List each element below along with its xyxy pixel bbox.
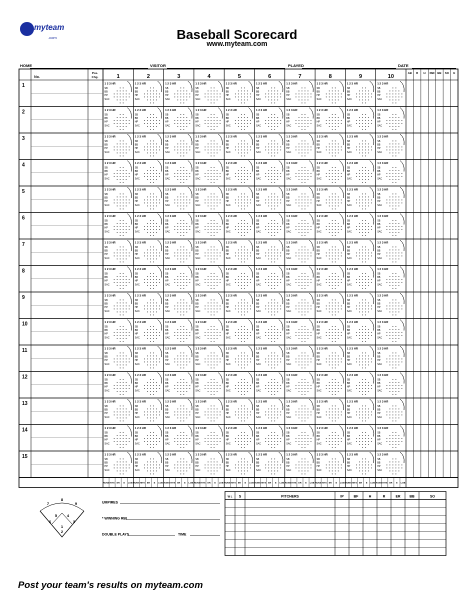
inning-cell-12-6[interactable] <box>255 372 285 399</box>
logo-text: myteam <box>34 23 65 32</box>
inning-cell-8-1[interactable] <box>103 266 133 293</box>
inning-cell-6-3[interactable] <box>164 213 194 240</box>
position-number-2: 2 <box>60 529 64 534</box>
inning-cell-15-2[interactable] <box>133 451 163 478</box>
player-name-cell-5[interactable] <box>31 186 88 213</box>
inning-cell-13-6[interactable] <box>255 398 285 425</box>
inning-cell-6-5[interactable] <box>224 213 254 240</box>
total-header-e: E <box>453 71 456 75</box>
inning-cell-11-7[interactable] <box>285 345 315 372</box>
inning-cell-9-10[interactable] <box>376 292 406 319</box>
summary-lob: LOB <box>309 482 315 485</box>
inning-cell-9-9[interactable] <box>345 292 375 319</box>
row-number-3: 3 <box>22 136 25 142</box>
inning-cell-5-5[interactable] <box>224 186 254 213</box>
pos-header: Pos. <box>91 71 99 75</box>
date-label: DATE <box>398 63 409 68</box>
inning-cell-5-9[interactable] <box>345 186 375 213</box>
summary-runs: RUNS <box>133 482 140 485</box>
row-number-10: 10 <box>22 321 28 328</box>
player-name-cell-10[interactable] <box>31 319 88 346</box>
inning-header-2: 2 <box>146 74 150 80</box>
summary-runs: RUNS <box>284 482 291 485</box>
inning-cell-2-7[interactable] <box>285 107 315 134</box>
summary-lob: LOB <box>279 482 285 485</box>
inning-cell-7-8[interactable] <box>315 239 345 266</box>
inning-cell-8-9[interactable] <box>345 266 375 293</box>
player-name-cell-13[interactable] <box>31 398 88 425</box>
total-header-so: SO <box>444 71 449 75</box>
inning-cell-4-10[interactable] <box>376 160 406 187</box>
summary-hits: HITS <box>170 482 176 485</box>
pitchers-header-9: SO <box>429 494 436 499</box>
inning-cell-14-5[interactable] <box>224 425 254 452</box>
position-number-6: 6 <box>48 519 52 524</box>
inning-cell-14-2[interactable] <box>133 425 163 452</box>
summary-lob: LOB <box>218 482 224 485</box>
inning-cell-4-2[interactable] <box>133 160 163 187</box>
inning-cell-5-8[interactable] <box>315 186 345 213</box>
position-number-3: 3 <box>72 519 76 524</box>
inning-cell-2-10[interactable] <box>376 107 406 134</box>
inning-cell-11-3[interactable] <box>164 345 194 372</box>
inning-cell-9-7[interactable] <box>285 292 315 319</box>
inning-cell-13-7[interactable] <box>285 398 315 425</box>
inning-cell-5-3[interactable] <box>164 186 194 213</box>
inning-cell-13-8[interactable] <box>315 398 345 425</box>
inning-cell-7-7[interactable] <box>285 239 315 266</box>
inning-cell-8-10[interactable] <box>376 266 406 293</box>
inning-cell-3-6[interactable] <box>255 133 285 160</box>
inning-cell-6-6[interactable] <box>255 213 285 240</box>
inning-cell-7-3[interactable] <box>164 239 194 266</box>
inning-cell-3-7[interactable] <box>285 133 315 160</box>
inning-header-6: 6 <box>268 74 272 80</box>
summary-e: E <box>214 482 216 485</box>
inning-cell-2-5[interactable] <box>224 107 254 134</box>
inning-header-1: 1 <box>116 74 120 80</box>
summary-hits: HITS <box>200 482 206 485</box>
summary-runs: RUNS <box>315 482 322 485</box>
summary-lob: LOB <box>370 482 375 485</box>
inning-cell-9-6[interactable] <box>255 292 285 319</box>
inning-header-5: 5 <box>237 74 241 80</box>
player-name-cell-9[interactable] <box>31 292 88 319</box>
inning-cell-14-3[interactable] <box>164 425 194 452</box>
player-name-cell-12[interactable] <box>31 372 88 399</box>
inning-cell-5-2[interactable] <box>133 186 163 213</box>
inning-cell-5-10[interactable] <box>376 186 406 213</box>
inning-cell-6-4[interactable] <box>194 213 224 240</box>
inning-cell-11-1[interactable] <box>103 345 133 372</box>
inning-cell-6-8[interactable] <box>315 213 345 240</box>
summary-hits: HITS <box>321 482 327 485</box>
inning-cell-9-1[interactable] <box>103 292 133 319</box>
inning-cell-10-7[interactable] <box>285 319 315 346</box>
inning-cell-1-1[interactable] <box>103 80 133 107</box>
inning-cell-14-1[interactable] <box>103 425 133 452</box>
inning-cell-12-10[interactable] <box>376 372 406 399</box>
inning-cell-15-9[interactable] <box>345 451 375 478</box>
logo-sub: .com <box>48 35 57 40</box>
summary-er: ER <box>328 482 332 485</box>
inning-cell-1-8[interactable] <box>315 80 345 107</box>
inning-cell-11-2[interactable] <box>133 345 163 372</box>
inning-cell-15-7[interactable] <box>285 451 315 478</box>
inning-cell-14-7[interactable] <box>285 425 315 452</box>
inning-cell-2-9[interactable] <box>345 107 375 134</box>
inning-cell-6-10[interactable] <box>376 213 406 240</box>
summary-runs: RUNS <box>254 482 261 485</box>
position-number-8: 8 <box>60 497 64 502</box>
inning-cell-14-4[interactable] <box>194 425 224 452</box>
inning-cell-8-2[interactable] <box>133 266 163 293</box>
inning-cell-8-3[interactable] <box>164 266 194 293</box>
inning-cell-8-5[interactable] <box>224 266 254 293</box>
summary-runs: RUNS <box>224 482 231 485</box>
summary-runs: RUNS <box>375 482 382 485</box>
row-number-2: 2 <box>22 109 25 116</box>
summary-lob: LOB <box>249 482 254 485</box>
inning-cell-12-7[interactable] <box>285 372 315 399</box>
pitchers-header-0: W L <box>227 495 233 499</box>
inning-header-4: 4 <box>207 74 211 80</box>
inning-cell-3-1[interactable] <box>103 133 133 160</box>
inning-cell-1-6[interactable] <box>255 80 285 107</box>
pitchers-header-7: ER <box>395 494 401 499</box>
inning-cell-4-6[interactable] <box>255 160 285 187</box>
inning-cell-13-10[interactable] <box>376 398 406 425</box>
double-plays-label: DOUBLE PLAYS <box>102 532 130 537</box>
summary-er: ER <box>177 482 181 485</box>
summary-e: E <box>365 482 368 485</box>
inning-cell-13-1[interactable] <box>103 398 133 425</box>
summary-er: ER <box>389 482 393 485</box>
summary-hits: HITS <box>261 482 267 485</box>
summary-er: ER <box>237 482 241 485</box>
inning-cell-7-6[interactable] <box>255 239 285 266</box>
inning-cell-3-10[interactable] <box>376 133 406 160</box>
inning-cell-14-8[interactable] <box>315 425 345 452</box>
pitchers-header-8: BB <box>409 494 415 499</box>
page-url: www.myteam.com <box>206 41 268 48</box>
inning-cell-10-10[interactable] <box>376 319 406 346</box>
row-number-6: 6 <box>22 215 25 222</box>
row-number-1: 1 <box>22 83 25 89</box>
inning-cell-10-4[interactable] <box>194 319 224 346</box>
inning-cell-2-6[interactable] <box>255 107 285 134</box>
inning-cell-12-2[interactable] <box>133 372 163 399</box>
inning-cell-4-8[interactable] <box>315 160 345 187</box>
row-number-4: 4 <box>22 162 25 169</box>
inning-cell-13-4[interactable] <box>194 398 224 425</box>
row-number-5: 5 <box>22 189 25 195</box>
pitchers-header-3: IP <box>340 494 344 499</box>
player-name-cell-1[interactable] <box>31 80 88 107</box>
inning-cell-15-8[interactable] <box>315 451 345 478</box>
inning-cell-9-2[interactable] <box>133 292 163 319</box>
inning-cell-4-9[interactable] <box>345 160 375 187</box>
inning-cell-13-5[interactable] <box>224 398 254 425</box>
total-header-bb: BB <box>437 71 442 75</box>
summary-e: E <box>396 482 398 485</box>
inning-cell-12-4[interactable] <box>194 372 224 399</box>
summary-e: E <box>153 482 156 485</box>
inning-cell-11-9[interactable] <box>345 345 375 372</box>
inning-cell-12-3[interactable] <box>164 372 194 399</box>
position-number-4: 4 <box>66 513 70 518</box>
player-name-cell-14[interactable] <box>31 425 88 452</box>
inning-cell-6-9[interactable] <box>345 213 375 240</box>
row-number-11: 11 <box>22 348 28 354</box>
inning-cell-2-3[interactable] <box>164 107 194 134</box>
summary-hits: HITS <box>291 482 297 485</box>
player-name-cell-15[interactable] <box>31 451 88 478</box>
inning-cell-7-1[interactable] <box>103 239 133 266</box>
pitchers-header-5: H <box>368 494 372 499</box>
inning-cell-14-9[interactable] <box>345 425 375 452</box>
inning-cell-7-2[interactable] <box>133 239 163 266</box>
inning-cell-14-6[interactable] <box>255 425 285 452</box>
inning-cell-11-4[interactable] <box>194 345 224 372</box>
player-name-cell-2[interactable] <box>31 107 88 134</box>
total-header-ab: AB <box>407 71 412 75</box>
inning-header-7: 7 <box>298 74 302 80</box>
inning-cell-9-8[interactable] <box>315 292 345 319</box>
inning-cell-10-2[interactable] <box>133 319 163 346</box>
row-number-15: 15 <box>22 454 28 460</box>
inning-cell-8-4[interactable] <box>194 266 224 293</box>
summary-er: ER <box>116 482 120 485</box>
summary-er: ER <box>146 482 150 485</box>
summary-runs: RUNS <box>163 482 170 485</box>
page-title: Baseball Scorecard <box>176 27 298 42</box>
position-number-7: 7 <box>46 501 50 506</box>
inning-cell-5-4[interactable] <box>194 186 224 213</box>
inning-cell-10-1[interactable] <box>103 319 133 346</box>
summary-e: E <box>335 482 338 485</box>
inning-cell-11-5[interactable] <box>224 345 254 372</box>
summary-lob: LOB <box>400 482 406 485</box>
inning-cell-10-9[interactable] <box>345 319 375 346</box>
inning-header-8: 8 <box>328 74 332 80</box>
summary-hits: HITS <box>230 482 236 485</box>
inning-cell-8-8[interactable] <box>315 266 345 293</box>
summary-runs: RUNS <box>102 482 110 485</box>
summary-e: E <box>305 482 307 485</box>
time-label: TIME <box>178 532 187 537</box>
winning-rbi-label: * WINNING RBI <box>102 516 127 521</box>
summary-lob: LOB <box>127 482 133 485</box>
played-label: PLAYED <box>288 63 304 68</box>
summary-e: E <box>123 482 125 485</box>
row-number-12: 12 <box>22 374 28 381</box>
total-header-rbi: RBI <box>429 71 435 75</box>
inning-cell-11-10[interactable] <box>376 345 406 372</box>
inning-cell-9-5[interactable] <box>224 292 254 319</box>
inning-cell-11-6[interactable] <box>255 345 285 372</box>
inning-cell-7-10[interactable] <box>376 239 406 266</box>
inning-cell-1-9[interactable] <box>345 80 375 107</box>
summary-hits: HITS <box>139 482 145 485</box>
inning-cell-7-4[interactable] <box>194 239 224 266</box>
inning-cell-9-4[interactable] <box>194 292 224 319</box>
inning-cell-6-1[interactable] <box>103 213 133 240</box>
summary-lob: LOB <box>340 482 345 485</box>
total-header-h: H <box>423 71 426 75</box>
inning-cell-7-5[interactable] <box>224 239 254 266</box>
player-name-cell-6[interactable] <box>31 213 88 240</box>
summary-runs: RUNS <box>345 482 352 485</box>
inning-cell-10-5[interactable] <box>224 319 254 346</box>
player-name-cell-11[interactable] <box>31 345 88 372</box>
inning-cell-5-1[interactable] <box>103 186 133 213</box>
inning-cell-8-6[interactable] <box>255 266 285 293</box>
inning-cell-12-8[interactable] <box>315 372 345 399</box>
inning-cell-7-9[interactable] <box>345 239 375 266</box>
player-name-cell-4[interactable] <box>31 160 88 187</box>
summary-lob: LOB <box>188 482 194 485</box>
row-number-9: 9 <box>22 295 25 301</box>
inning-cell-1-3[interactable] <box>164 80 194 107</box>
row-number-14: 14 <box>22 427 28 434</box>
inning-cell-2-8[interactable] <box>315 107 345 134</box>
inning-cell-9-3[interactable] <box>164 292 194 319</box>
inning-cell-15-6[interactable] <box>255 451 285 478</box>
inning-cell-4-1[interactable] <box>103 160 133 187</box>
inning-cell-4-4[interactable] <box>194 160 224 187</box>
row-number-8: 8 <box>22 268 25 275</box>
inning-cell-5-7[interactable] <box>285 186 315 213</box>
pitchers-header-1: S <box>238 494 242 499</box>
position-number-5: 5 <box>54 513 58 518</box>
pos-chg-header: Chg. <box>91 75 99 79</box>
inning-cell-2-4[interactable] <box>194 107 224 134</box>
inning-cell-2-2[interactable] <box>133 107 163 134</box>
inning-cell-8-7[interactable] <box>285 266 315 293</box>
inning-cell-2-1[interactable] <box>103 107 133 134</box>
inning-cell-15-10[interactable] <box>376 451 406 478</box>
inning-cell-15-1[interactable] <box>103 451 133 478</box>
summary-e: E <box>274 482 277 485</box>
visitor-label: VISITOR <box>150 63 166 68</box>
inning-cell-13-2[interactable] <box>133 398 163 425</box>
position-number-1: 1 <box>60 524 64 529</box>
inning-header-3: 3 <box>177 74 181 80</box>
summary-er: ER <box>268 482 272 485</box>
footer-text: Post your team's results on myteam.com <box>18 580 203 591</box>
summary-er: ER <box>298 482 302 485</box>
inning-cell-3-5[interactable] <box>224 133 254 160</box>
inning-cell-6-7[interactable] <box>285 213 315 240</box>
pitchers-header-2: PITCHERS <box>281 494 299 499</box>
position-number-9: 9 <box>74 501 78 506</box>
no-header: No. <box>34 75 40 79</box>
inning-cell-12-9[interactable] <box>345 372 375 399</box>
inning-cell-3-4[interactable] <box>194 133 224 160</box>
pitchers-header-4: BF <box>353 494 359 499</box>
summary-hits: HITS <box>351 482 357 485</box>
inning-cell-5-6[interactable] <box>255 186 285 213</box>
inning-cell-1-10[interactable] <box>376 80 406 107</box>
home-label: HOME <box>20 63 32 68</box>
inning-cell-15-5[interactable] <box>224 451 254 478</box>
umpires-label: UMPIRES <box>102 500 118 505</box>
inning-header-10: 10 <box>387 74 394 80</box>
summary-e: E <box>184 482 186 485</box>
inning-cell-3-3[interactable] <box>164 133 194 160</box>
summary-hits: HITS <box>382 482 388 485</box>
inning-cell-14-10[interactable] <box>376 425 406 452</box>
inning-cell-1-7[interactable] <box>285 80 315 107</box>
summary-hits: HITS <box>109 482 115 485</box>
pitchers-header-6: R <box>382 494 386 499</box>
inning-cell-4-5[interactable] <box>224 160 254 187</box>
inning-cell-13-9[interactable] <box>345 398 375 425</box>
inning-cell-13-3[interactable] <box>164 398 194 425</box>
inning-cell-10-8[interactable] <box>315 319 345 346</box>
inning-cell-12-1[interactable] <box>103 372 133 399</box>
inning-cell-6-2[interactable] <box>133 213 163 240</box>
row-number-7: 7 <box>22 242 25 248</box>
inning-cell-3-8[interactable] <box>315 133 345 160</box>
summary-er: ER <box>207 482 211 485</box>
inning-cell-3-2[interactable] <box>133 133 163 160</box>
inning-cell-3-9[interactable] <box>345 133 375 160</box>
summary-e: E <box>244 482 247 485</box>
inning-cell-4-3[interactable] <box>164 160 194 187</box>
inning-cell-10-3[interactable] <box>164 319 194 346</box>
inning-cell-4-7[interactable] <box>285 160 315 187</box>
inning-cell-11-8[interactable] <box>315 345 345 372</box>
inning-cell-15-3[interactable] <box>164 451 194 478</box>
player-name-cell-7[interactable] <box>31 239 88 266</box>
inning-cell-15-4[interactable] <box>194 451 224 478</box>
inning-cell-1-5[interactable] <box>224 80 254 107</box>
inning-cell-10-6[interactable] <box>255 319 285 346</box>
summary-lob: LOB <box>158 482 163 485</box>
inning-cell-12-5[interactable] <box>224 372 254 399</box>
summary-er: ER <box>359 482 363 485</box>
player-name-cell-3[interactable] <box>31 133 88 160</box>
inning-header-9: 9 <box>359 74 363 80</box>
inning-cell-1-2[interactable] <box>133 80 163 107</box>
summary-runs: RUNS <box>193 482 201 485</box>
player-name-cell-8[interactable] <box>31 266 88 293</box>
inning-cell-1-4[interactable] <box>194 80 224 107</box>
row-number-13: 13 <box>22 401 28 407</box>
total-header-r: R <box>416 71 419 75</box>
